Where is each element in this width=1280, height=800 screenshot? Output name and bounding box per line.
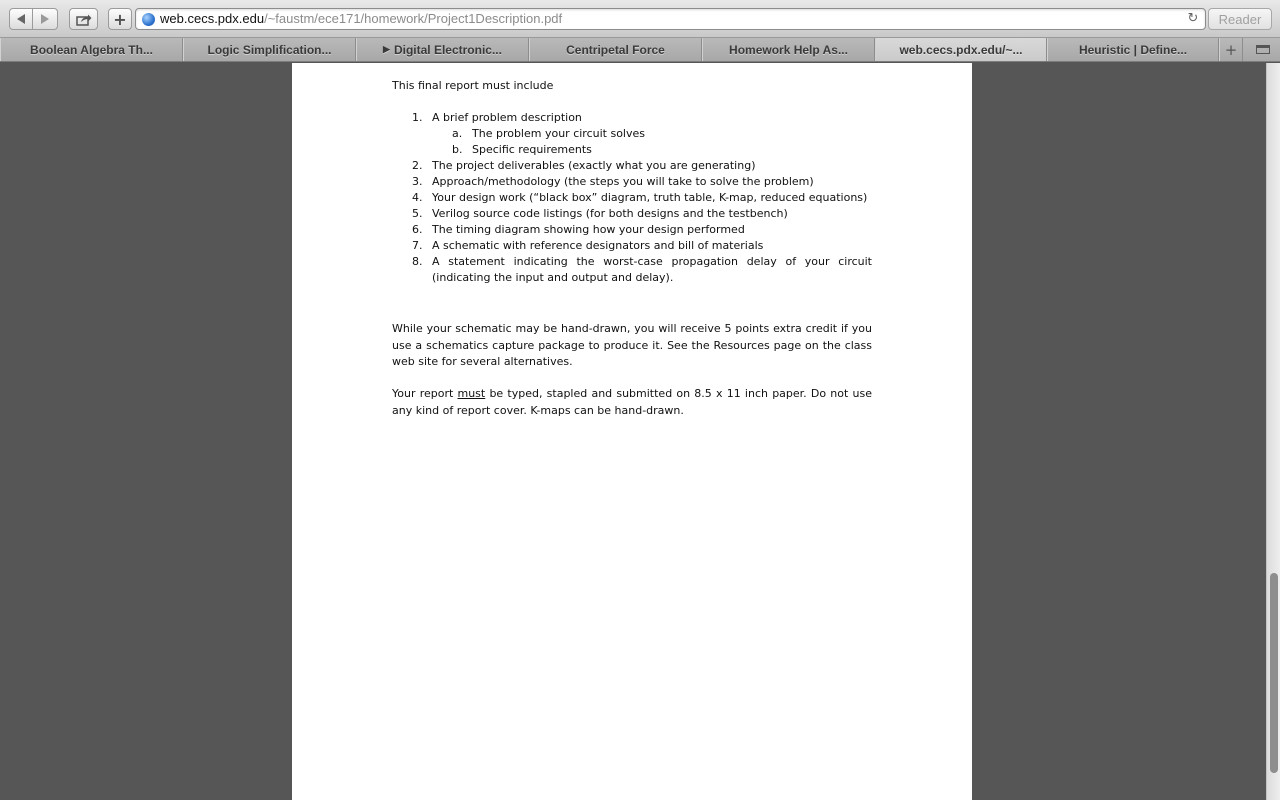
url-text[interactable]	[160, 11, 562, 27]
report-format-paragraph	[392, 386, 872, 419]
list-item	[392, 254, 872, 286]
pdf-page	[292, 63, 972, 800]
list-text: Approach/methodology (the steps you will take to solve the problem)	[432, 175, 814, 188]
list-text: Verilog source code listings (for both designs and the testbench)	[432, 207, 788, 220]
address-bar[interactable]	[135, 8, 1206, 30]
add-bookmark-button[interactable]: +	[108, 8, 132, 30]
list-item	[392, 238, 872, 254]
list-text: The project deliverables (exactly what you are generating)	[432, 159, 756, 172]
globe-icon	[142, 13, 155, 26]
list-text: A schematic with reference designators and bill of materials	[432, 239, 764, 252]
list-item	[392, 222, 872, 238]
share-icon	[76, 13, 92, 26]
tab-bar	[0, 38, 1280, 62]
tab-label: web.cecs.pdx.edu/~...	[899, 42, 1023, 57]
share-button[interactable]	[69, 8, 98, 30]
list-number: 8.	[412, 255, 423, 268]
tab-logic-simplification[interactable]	[183, 38, 356, 61]
list-text: Specific requirements	[472, 143, 592, 156]
list-text: A statement indicating the worst-case propagation delay of your circuit (indicating the input and output and delay).	[432, 255, 872, 284]
reader-button[interactable]: Reader	[1208, 8, 1272, 30]
intro-text: This final report must include	[392, 79, 554, 92]
list-item	[392, 190, 872, 206]
list-item	[392, 110, 872, 126]
tab-homework-help[interactable]	[702, 38, 875, 61]
list-text: A brief problem description	[432, 111, 582, 124]
forward-button[interactable]	[33, 8, 58, 30]
requirements-list	[392, 110, 872, 286]
tab-label: Boolean Algebra Th...	[30, 42, 153, 57]
emphasis-must: must	[457, 387, 486, 400]
tab-web-cecs-active[interactable]	[875, 38, 1047, 61]
play-icon: ▶	[383, 44, 390, 54]
url-path: /~faustm/ece171/homework/Project1Description.pdf	[264, 11, 563, 26]
vertical-scrollbar[interactable]	[1266, 63, 1280, 800]
list-number: 4.	[412, 191, 423, 204]
list-number: 3.	[412, 175, 423, 188]
tab-overview-button[interactable]	[1250, 38, 1276, 61]
tab-label: Heuristic | Define...	[1078, 42, 1188, 57]
list-text: The timing diagram showing how your design performed	[432, 223, 745, 236]
tab-label: Centripetal Force	[566, 42, 665, 57]
tab-centripetal-force[interactable]	[529, 38, 702, 61]
list-number: 2.	[412, 159, 423, 172]
tab-boolean-algebra[interactable]	[0, 38, 183, 61]
browser-toolbar	[0, 0, 1280, 38]
list-number: b.	[452, 143, 463, 156]
url-host: web.cecs.pdx.edu	[160, 11, 265, 26]
list-text: Your design work (“black box” diagram, truth table, K-map, reduced equations)	[432, 191, 868, 204]
list-subitem	[392, 126, 872, 142]
tab-overview-icon	[1256, 45, 1270, 54]
reload-icon[interactable]: ↻	[1187, 11, 1199, 26]
list-item	[392, 206, 872, 222]
list-subitem	[392, 142, 872, 158]
list-item	[392, 158, 872, 174]
scrollbar-thumb[interactable]	[1270, 573, 1278, 773]
tab-label: Homework Help As...	[729, 42, 848, 57]
list-number: 5.	[412, 207, 423, 220]
schematic-paragraph: While your schematic may be hand-drawn, you will receive 5 points extra credit if you use a schematics capture package to produce it. See the Resources page on the class web site for several alternatives.	[392, 322, 872, 368]
list-number: a.	[452, 127, 463, 140]
tab-label: Digital Electronic...	[393, 42, 502, 57]
forward-arrow-icon	[41, 14, 49, 24]
back-button[interactable]	[9, 8, 33, 30]
list-number: 1.	[412, 111, 423, 124]
new-tab-button[interactable]: +	[1219, 38, 1243, 61]
list-item	[392, 174, 872, 190]
tab-digital-electronic[interactable]	[356, 38, 529, 61]
para-text: Your report	[392, 387, 458, 400]
list-text: The problem your circuit solves	[472, 127, 645, 140]
back-arrow-icon	[17, 14, 25, 24]
pdf-viewport	[0, 63, 1280, 800]
para-text: be typed, stapled and submitted on 8.5 x 11 inch paper. Do not use any kind of report cover. K-maps can be hand-drawn.	[392, 387, 872, 417]
tab-label: Logic Simplification...	[207, 42, 332, 57]
list-number: 6.	[412, 223, 423, 236]
list-number: 7.	[412, 239, 423, 252]
tab-heuristic[interactable]	[1047, 38, 1219, 61]
